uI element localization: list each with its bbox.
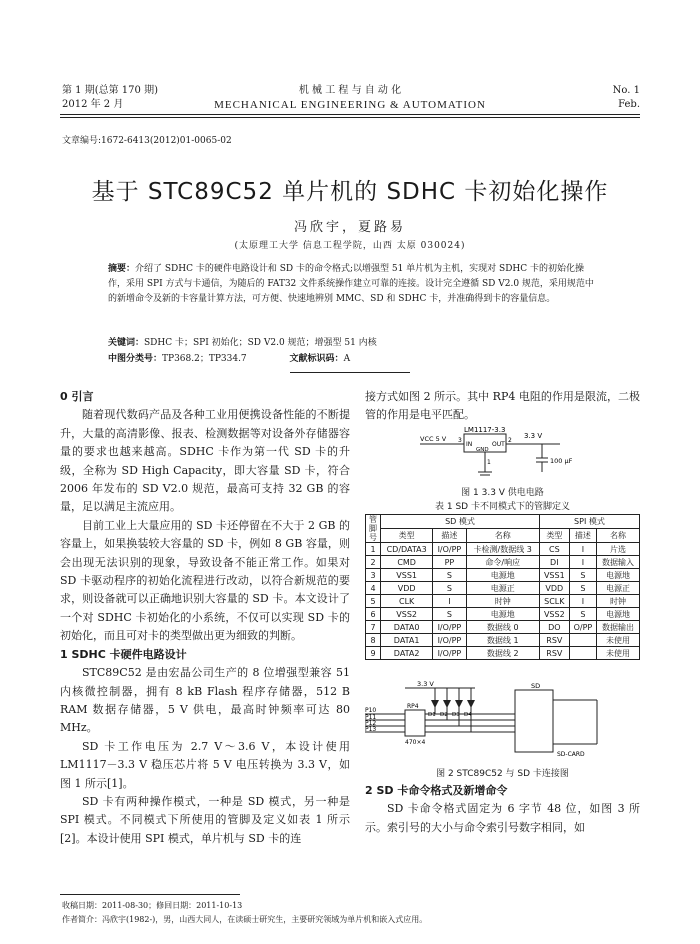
table-cell: 电源正 (597, 582, 640, 595)
footnote (62, 899, 427, 927)
table-cell: 片选 (597, 543, 640, 556)
table-subheader-cell: 名称 (597, 529, 640, 543)
spi-mode-header: SPI 模式 (539, 515, 639, 529)
table-cell: 数据线 0 (466, 621, 539, 634)
keywords (108, 336, 598, 351)
table-cell: 数据线 1 (466, 634, 539, 647)
hardware-paragraph-1: STC89C52 是由宏晶公司生产的 8 位增强型兼容 51 内核微控制器，拥有 8 kB Flash 程序存储器，512 B RAM 数据存储器，5 V 供电，最高时钟频率可达 80 MHz。 (60, 666, 350, 735)
affiliation: (太原理工大学 信息工程学院，山西 太原 030024) (234, 241, 466, 251)
regulator-label: LM1117-3.3 (464, 426, 506, 434)
table-cell: I/O/PP (433, 543, 466, 556)
sd-card-socket (515, 690, 553, 752)
pin1-label: 1 (487, 459, 491, 466)
table-cell: DO (539, 621, 569, 634)
p13-label: P13 (365, 726, 377, 733)
received-date: 收稿日期：2011-08-30；修回日期：2011-10-13 (62, 901, 243, 910)
sd-mode-header: SD 模式 (381, 515, 540, 529)
keywords-text: SDHC 卡；SPI 初始化；SD V2.0 规范；增强型 51 内核 (144, 338, 377, 348)
footnote-rule (60, 894, 240, 895)
d4-label: D4 (464, 712, 472, 718)
table-cell: RSV (539, 647, 569, 660)
resistor-pack (405, 710, 425, 736)
table-cell: RSV (539, 634, 569, 647)
figure-1-power-circuit (420, 424, 573, 482)
table-cell: 未使用 (597, 634, 640, 647)
journal-name-cn: 机 械 工 程 与 自 动 化 (298, 85, 402, 96)
table-cell: VSS1 (539, 569, 569, 582)
d3-label: D3 (452, 712, 460, 718)
fig2-v33-label: 3.3 V (417, 680, 434, 688)
table-subheader-cell: 描述 (569, 529, 596, 543)
table-cell: I/O/PP (433, 647, 466, 660)
table-cell: S (569, 582, 596, 595)
table-cell: I/O/PP (433, 621, 466, 634)
table-cell: 电源地 (466, 608, 539, 621)
keywords-label: 关键词： (108, 338, 145, 348)
table-cell: S (433, 582, 466, 595)
table-row (366, 556, 640, 569)
author-bio: 作者简介：冯欣宇(1982-)，男，山西大同人，在读硕士研究生，主要研究领域为单片机和嵌入式应用。 (62, 915, 428, 924)
table-cell: DATA2 (381, 647, 433, 660)
table-cell: 数据线 2 (466, 647, 539, 660)
section-0-heading: 0 引言 (60, 390, 94, 403)
issue-number (613, 84, 640, 112)
table-cell: 8 (366, 634, 381, 647)
in-label: IN (466, 441, 473, 448)
p12-label: P12 (365, 720, 377, 727)
p10-label: P10 (365, 707, 377, 714)
table-cell: 时钟 (466, 595, 539, 608)
table-row (366, 647, 640, 660)
table-cell: 命令/响应 (466, 556, 539, 569)
intro-paragraph-2: 目前工业上大量应用的 SD 卡还停留在不大于 2 GB 的容量上，如果换装较大容量的 SD 卡，例如 8 GB 容量，则会出现无法识别的现象，导致设备不能正常工作。如果对 SD 卡驱动程序的初始化流程进行改动，以符合新规范的要求，则设备就可以正确地识别大容量的 SD 卡。本文设计了一个对 SDHC 卡初始化的小系统，不仅可以实现 SD 卡的初始化，而且可对卡的类型做出更为细致的判断。 (60, 518, 350, 643)
table-cell: O/PP (569, 621, 596, 634)
vcc-label: VCC 5 V (420, 435, 447, 443)
table-cell: 电源地 (597, 608, 640, 621)
table-row (366, 543, 640, 556)
table-cell: CLK (381, 595, 433, 608)
table-cell (569, 634, 596, 647)
table-cell: DATA1 (381, 634, 433, 647)
table-subheader-row (366, 529, 640, 543)
table-subheader-cell: 名称 (466, 529, 539, 543)
table-cell: 电源地 (597, 569, 640, 582)
table-cell: 数据输入 (597, 556, 640, 569)
table-cell: S (433, 608, 466, 621)
table-cell: 卡检测/数据线 3 (466, 543, 539, 556)
abstract-divider (290, 372, 410, 373)
journal-name-en: MECHANICAL ENGINEERING & AUTOMATION (214, 99, 486, 111)
table-cell (569, 647, 596, 660)
table-cell: I (433, 595, 466, 608)
section-1-heading: 1 SDHC 卡硬件电路设计 (60, 647, 187, 661)
table-cell: I (569, 556, 596, 569)
classification (108, 351, 390, 364)
table-subheader-cell: 类型 (381, 529, 433, 543)
issue-line1: 第 1 期(总第 170 期) (62, 85, 158, 96)
table-cell: VSS1 (381, 569, 433, 582)
table-cell: CMD (381, 556, 433, 569)
table-cell: PP (433, 556, 466, 569)
fig2-sd-label: SD (531, 682, 541, 690)
table-cell: I (569, 595, 596, 608)
table-cell: 9 (366, 647, 381, 660)
table-cell: SCLK (539, 595, 569, 608)
table-cell: S (433, 569, 466, 582)
out-label: OUT (492, 441, 505, 448)
table-header-row (366, 515, 640, 529)
table-cell: 数据输出 (597, 621, 640, 634)
d2-label: D2 (440, 712, 448, 718)
table-cell: 电源正 (466, 582, 539, 595)
abstract-label: 摘要： (108, 264, 136, 274)
rp4-label: RP4 (407, 703, 419, 710)
header-rule-2 (60, 117, 640, 118)
abstract-text: 介绍了 SDHC 卡的硬件电路设计和 SD 卡的命令格式;以增强型 51 单片机为主机，实现对 SDHC 卡的初始化操作，采用 SPI 方式与卡通信，为随后的 FAT32 文件系统操作建立可靠的连接。设计完全遵循 SD V2.0 规范，采用规范中的新增命令及新的卡容量计算方法，可方便、快速地辨别 MMC、SD 和 SDHC 卡，并准确得到卡的容量信息。 (108, 264, 594, 304)
clc-label: 中图分类号： (108, 354, 163, 364)
pin-definition-table (365, 514, 640, 660)
doc-code-text: A (343, 354, 351, 364)
table-cell: 电源地 (466, 569, 539, 582)
issue-month: Feb. (618, 99, 640, 110)
pin2-label: 2 (508, 437, 512, 444)
table-subheader-cell: 类型 (539, 529, 569, 543)
table-cell: 3 (366, 569, 381, 582)
table-cell: S (569, 569, 596, 582)
figure-2-connection-diagram (365, 680, 640, 762)
intro-paragraph-1: 随着现代数码产品及各种工业用便携设备性能的不断提升，大量的高清影像、报表、检测数据等对设备外存储器容量的要求也越来越高。SDHC 卡作为第一代 SD 卡的升级，全称为 SD High Capacity，即大容量 SD 卡，符合 2006 年发布的 SD V2.0 规范，最高可支持 32 GB 的容量，足以满足主流应用。 (60, 408, 350, 514)
clc-text: TP368.2；TP334.7 (162, 354, 247, 364)
doc-code-label: 文献标识码： (289, 354, 344, 364)
table-cell: VDD (539, 582, 569, 595)
p11-label: P11 (365, 714, 377, 721)
table-cell: VDD (381, 582, 433, 595)
table-cell: DI (539, 556, 569, 569)
table-1-caption: 表 1 SD 卡不同模式下的管脚定义 (435, 502, 570, 512)
right-column-bottom (365, 782, 640, 837)
table-cell: 未使用 (597, 647, 640, 660)
header-rule-1 (60, 114, 640, 115)
table-cell: 6 (366, 608, 381, 621)
cap-label: 100 μF (550, 457, 573, 465)
gnd-label: GND (476, 447, 489, 453)
connection-paragraph: 接方式如图 2 所示。其中 RP4 电阻的作用是限流，二极管的作用是电平匹配。 (365, 390, 640, 422)
resistor-value-label: 470×4 (405, 739, 426, 746)
table-row (366, 569, 640, 582)
figure-2-caption: 图 2 STC89C52 与 SD 卡连接图 (436, 769, 569, 779)
table-row (366, 621, 640, 634)
abstract (108, 262, 598, 307)
hardware-paragraph-2: SD 卡工作电压为 2.7 V～3.6 V，本设计使用 LM1117－3.3 V 稳压芯片将 5 V 电压转换为 3.3 V，如图 1 所示[1]。 (60, 739, 350, 790)
journal-name (0, 84, 700, 112)
table-cell: 7 (366, 621, 381, 634)
table-cell: CD/DATA3 (381, 543, 433, 556)
figure-1-caption: 图 1 3.3 V 供电电路 (461, 488, 544, 498)
table-row (366, 608, 640, 621)
pin3-label: 3 (458, 437, 462, 444)
left-column (60, 388, 350, 848)
table-cell: I/O/PP (433, 634, 466, 647)
command-paragraph: SD 卡命令格式固定为 6 字节 48 位，如图 3 所示。索引号的大小与命令索引号数字相同，如 (365, 802, 640, 834)
table-row (366, 595, 640, 608)
paper-title: 基于 STC89C52 单片机的 SDHC 卡初始化操作 (91, 179, 609, 205)
table-cell: VSS2 (539, 608, 569, 621)
table-cell: 2 (366, 556, 381, 569)
authors: 冯欣宇，夏路易 (293, 220, 406, 235)
table-cell: I (569, 543, 596, 556)
table-cell: 时钟 (597, 595, 640, 608)
issue-line2: 2012 年 2 月 (62, 99, 124, 110)
table-body (366, 543, 640, 660)
table-cell: DATA0 (381, 621, 433, 634)
table-cell: 5 (366, 595, 381, 608)
hardware-paragraph-3: SD 卡有两种操作模式，一种是 SD 模式，另一种是 SPI 模式。不同模式下所使用的管脚及定义如表 1 所示[2]。本设计使用 SPI 模式，单片机与 SD 卡的连 (60, 794, 350, 845)
section-2-heading: 2 SD 卡命令格式及新增命令 (365, 784, 508, 797)
right-column-top (365, 388, 640, 425)
d1-label: D1 (428, 712, 436, 718)
v33-label: 3.3 V (524, 432, 543, 440)
table-cell: S (569, 608, 596, 621)
table-row (366, 582, 640, 595)
table-cell: VSS2 (381, 608, 433, 621)
pin-number-header: 管脚号 (366, 515, 381, 543)
table-subheader-cell: 描述 (433, 529, 466, 543)
table-row (366, 634, 640, 647)
article-number: 文章编号:1672-6413(2012)01-0065-02 (62, 136, 232, 146)
table-cell: 4 (366, 582, 381, 595)
table-cell: 1 (366, 543, 381, 556)
sd-card-label: SD-CARD (557, 751, 585, 758)
table-cell: CS (539, 543, 569, 556)
issue-no: No. 1 (612, 85, 640, 96)
